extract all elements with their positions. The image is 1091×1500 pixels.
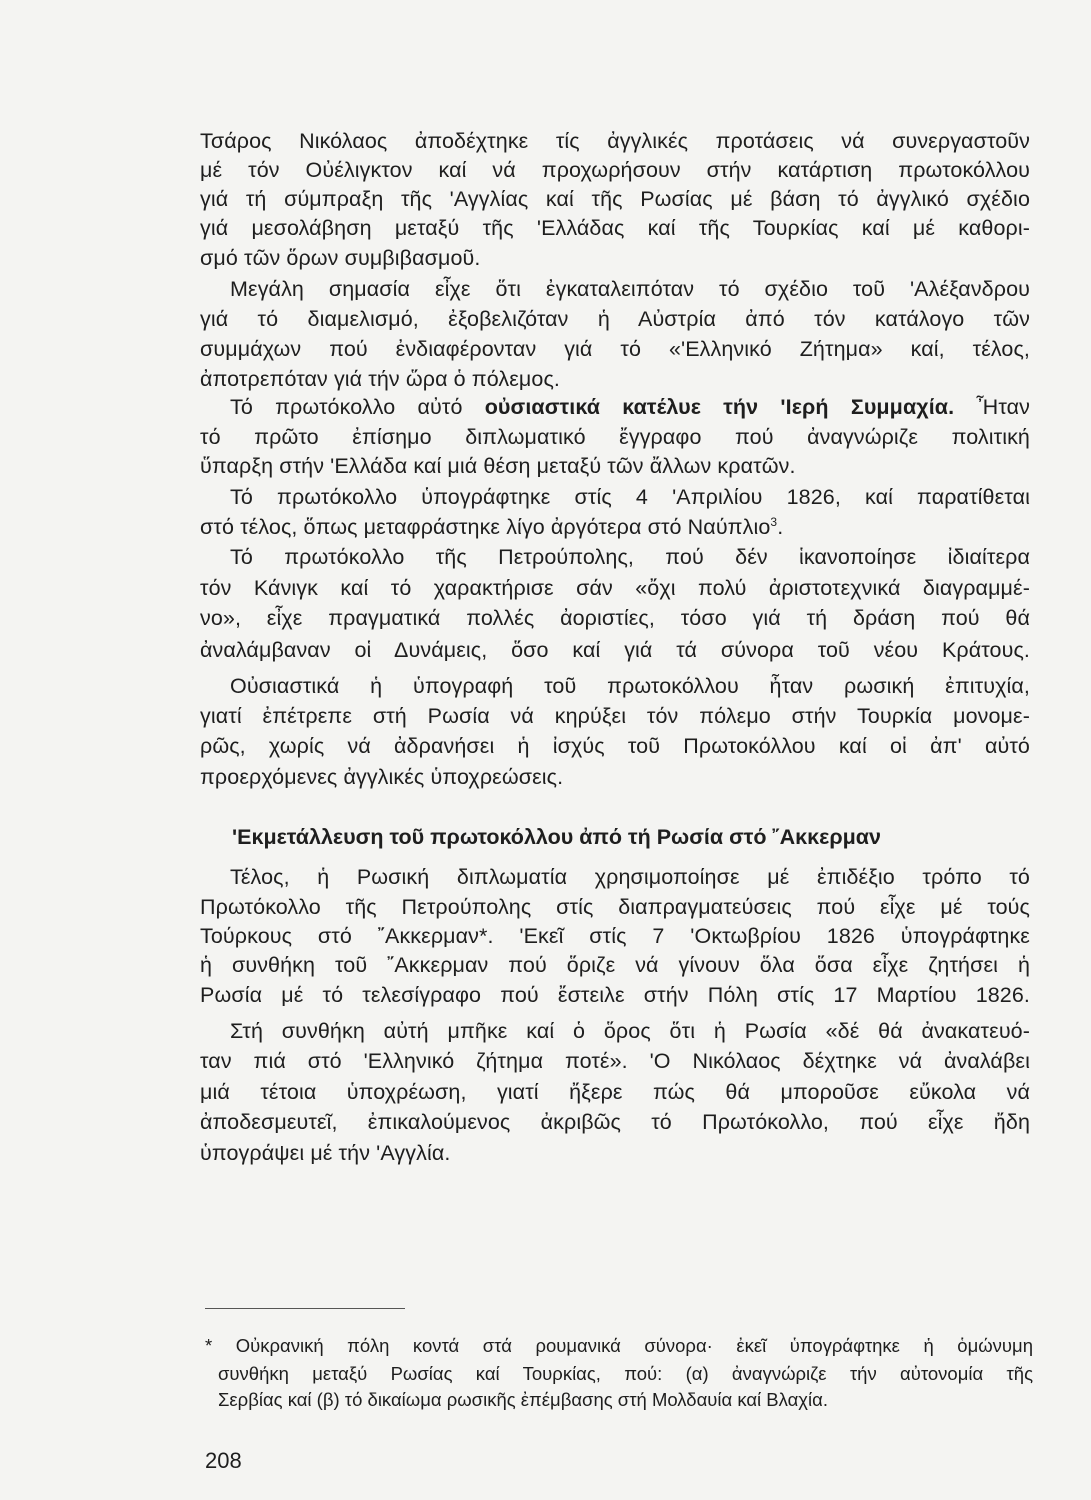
text-span: . — [777, 515, 784, 539]
text-line — [200, 514, 1030, 540]
text-line: ἡ συνθήκη τοῦ ῎Ακκερμαν πού ὅριζε νά γίνουν ὅλα ὅσα εἶχε ζητήσει ἡ — [200, 953, 1030, 977]
text-line: ὑπογράψει μέ τήν 'Αγγλία. — [200, 1141, 451, 1165]
text-line: ταν πιά στό 'Ελληνικό ζήτημα ποτέ». 'Ο Νικόλαος δέχτηκε νά ἀναλάβει — [200, 1049, 1030, 1073]
text-line: τό πρῶτο ἐπίσημο διπλωματικό ἔγγραφο πού ἀναγνώριζε πολιτική — [200, 425, 1030, 449]
footnote-divider — [205, 1308, 405, 1309]
text-line: Τούρκους στό ῎Ακκερμαν*. 'Εκεῖ στίς 7 'Οκτωβρίου 1826 ὑπογράφτηκε — [200, 924, 1030, 948]
bold-emphasis: οὐσιαστικά κατέλυε τήν 'Ιερή Συμμαχία. — [484, 395, 955, 419]
footnote-line: συνθήκη μεταξύ Ρωσίας καί Τουρκίας, πού: (α) ἀναγνώριζε τήν αὐτονομία τῆς — [218, 1363, 1033, 1384]
section-heading: 'Εκμετάλλευση τοῦ πρωτοκόλλου ἀπό τή Ρωσία στό ῎Ακκερμαν — [232, 825, 881, 849]
text-span: Ἦταν — [954, 395, 1030, 419]
text-line: προερχόμενες ἀγγλικές ὑποχρεώσεις. — [200, 765, 564, 789]
text-line: γιά τό διαμελισμό, ἐξοβελιζόταν ἡ Αὐστρία ἀπό τόν κατάλογο τῶν — [200, 307, 1030, 331]
footnote-line: * Οὐκρανική πόλη κοντά στά ρουμανικά σύνορα· ἐκεῖ ὑπογράφτηκε ἡ ὁμώνυμη — [205, 1335, 1033, 1356]
text-line: ἀποτρεπόταν γιά τήν ὥρα ὁ πόλεμος. — [200, 367, 560, 391]
text-span: Τό πρωτόκολλο αὐτό — [230, 395, 485, 419]
text-line: μιά τέτοια ὑποχρέωση, γιατί ἤξερε πώς θά μποροῦσε εὔκολα νά — [200, 1080, 1030, 1104]
text-line: Ρωσία μέ τό τελεσίγραφο πού ἔστειλε στήν Πόλη στίς 17 Μαρτίου 1826. — [200, 983, 1030, 1007]
text-line: Τέλος, ἡ Ρωσική διπλωματία χρησιμοποίησε μέ ἐπιδέξιο τρόπο τό — [230, 865, 1030, 889]
text-line: Μεγάλη σημασία εἶχε ὅτι ἐγκαταλειπόταν τό σχέδιο τοῦ 'Αλέξανδρου — [230, 277, 1030, 301]
page-number: 208 — [205, 1448, 242, 1473]
text-line: συμμάχων πού ἐνδιαφέρονταν γιά τό «'Ελληνικό Ζήτημα» καί, τέλος, — [200, 337, 1030, 361]
text-line: νο», εἶχε πραγματικά πολλές ἀοριστίες, τόσο γιά τή δράση πού θά — [200, 606, 1030, 630]
text-line: ἀποδεσμευτεῖ, ἐπικαλούμενος ἀκριβῶς τό Πρωτόκολλο, πού εἶχε ἤδη — [200, 1110, 1030, 1134]
text-line: τόν Κάνιγκ καί τό χαρακτήρισε σάν «ὄχι πολύ ἀριστοτεχνικά διαγραμμέ- — [200, 576, 1030, 600]
text-line: γιά μεσολάβηση μεταξύ τῆς 'Ελλάδας καί τῆς Τουρκίας καί μέ καθορι- — [200, 216, 1030, 240]
footnote-line: Σερβίας καί (β) τό δικαίωμα ρωσικῆς ἐπέμβασης στή Μολδαυία καί Βλαχία. — [218, 1389, 828, 1410]
text-line: γιατί ἐπέτρεπε στή Ρωσία νά κηρύξει τόν πόλεμο στήν Τουρκία μονομε- — [200, 704, 1030, 728]
text-line: μέ τόν Οὐέλιγκτον καί νά προχωρήσουν στήν κατάρτιση πρωτοκόλλου — [200, 158, 1030, 182]
text-line: Τό πρωτόκολλο τῆς Πετρούπολης, πού δέν ἱκανοποίησε ἰδιαίτερα — [230, 545, 1030, 569]
text-line: Πρωτόκολλο τῆς Πετρούπολης στίς διαπραγματεύσεις πού εἶχε μέ τούς — [200, 895, 1030, 919]
text-line: σμό τῶν ὅρων συμβιβασμοῦ. — [200, 246, 481, 270]
text-line: Τό πρωτόκολλο ὑπογράφτηκε στίς 4 'Απριλίου 1826, καί παρατίθεται — [230, 485, 1030, 509]
text-line: Τσάρος Νικόλαος ἀποδέχτηκε τίς ἀγγλικές προτάσεις νά συνεργαστοῦν — [200, 129, 1030, 153]
text-span: στό τέλος, ὅπως μεταφράστηκε λίγο ἀργότερα στό Ναύπλιο — [200, 515, 771, 539]
text-line: γιά τή σύμπραξη τῆς 'Αγγλίας καί τῆς Ρωσίας μέ βάση τό ἀγγλικό σχέδιο — [200, 187, 1030, 211]
footnote-ref: 3 — [770, 514, 778, 529]
text-line: ἀναλάμβαναν οἱ Δυνάμεις, ὅσο καί γιά τά σύνορα τοῦ νέου Κράτους. — [200, 638, 1030, 662]
text-line: ὕπαρξη στήν 'Ελλάδα καί μιά θέση μεταξύ τῶν ἄλλων κρατῶν. — [200, 454, 796, 478]
text-line: ρῶς, χωρίς νά ἀδρανήσει ἡ ἰσχύς τοῦ Πρωτοκόλλου καί οἱ ἀπ' αὐτό — [200, 734, 1030, 758]
text-line: Στή συνθήκη αὐτή μπῆκε καί ὁ ὅρος ὅτι ἡ Ρωσία «δέ θά ἀνακατευό- — [230, 1019, 1030, 1043]
text-line — [230, 394, 1030, 420]
text-line: Οὐσιαστικά ἡ ὑπογραφή τοῦ πρωτοκόλλου ἦταν ρωσική ἐπιτυχία, — [230, 674, 1030, 698]
